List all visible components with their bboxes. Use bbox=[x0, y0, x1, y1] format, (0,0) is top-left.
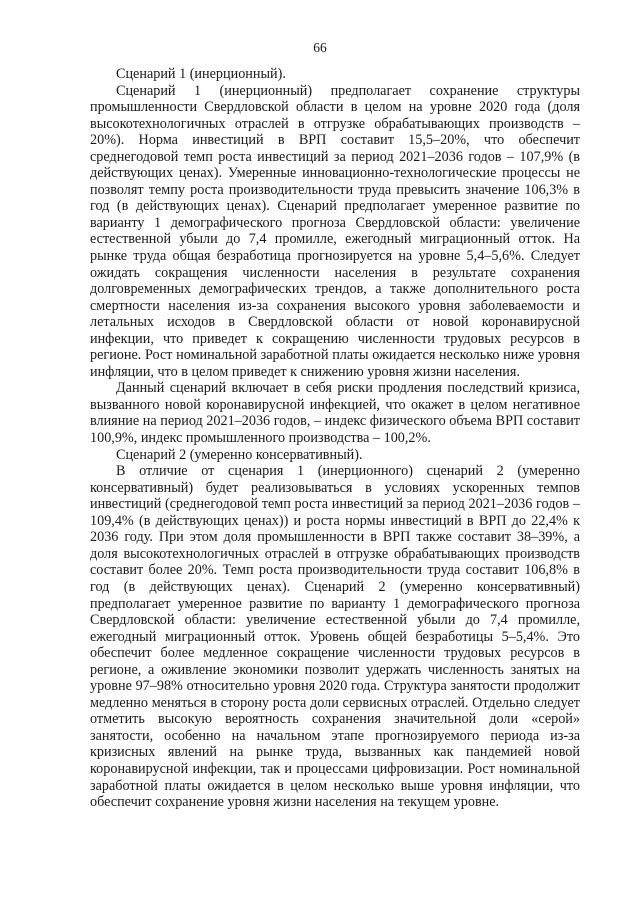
scenario-1-description: Сценарий 1 (инерционный) предполагает сохранение структуры промышленности Свердловской области в целом на уровне 2020 года (доля высокотехнологичных отраслей в отгрузке обрабатывающих производств – 20%). Норма инвестиций в ВРП составит 15,5–20%, что обеспечит среднегодовой темп роста инвестиций за период 2021–2036 годов – 107,9% (в действующих ценах). Умеренные инновационно-технологические процессы не позволят темпу роста производительности труда превысить значение 106,3% в год (в действующих ценах). Сценарий предполагает умеренное развитие по варианту 1 демографического прогноза Свердловской области: увеличение естественной убыли до 7,4 промилле, ежегодный миграционный отток. На рынке труда общая безработица прогнозируется на уровне 5,4–5,6%. Следует ожидать сокращения численности населения в результате сохранения долговременных демографических трендов, а также дополнительного роста смертности населения из-за сохранения высокого уровня заболеваемости и летальных исходов в Свердловской области от новой коронавирусной инфекции, что приведет к сокращению численности трудовых ресурсов в регионе. Рост номинальной заработной платы ожидается несколько ниже уровня инфляции, что в целом приведет к снижению уровня жизни населения. bbox=[90, 82, 580, 380]
page-number: 66 bbox=[313, 40, 327, 55]
body-text bbox=[90, 66, 580, 811]
scenario-2-heading: Сценарий 2 (умеренно консервативный). bbox=[116, 446, 363, 463]
scenario-2-description: В отличие от сценария 1 (инерционного) сценарий 2 (умеренно консервативный) будет реализовываться в условиях ускоренных темпов инвестиций (среднегодовой темп роста инвестиций за период 2021–2036 годов – 109,4% (в действующих ценах)) и роста нормы инвестиций в ВРП до 22,4% к 2036 году. При этом доля промышленности в ВРП также составит 38–39%, а доля высокотехнологичных отраслей в отгрузке обрабатывающих производств составит более 20%. Темп роста производительности труда составит 106,8% в год (в действующих ценах). Сценарий 2 (умеренно консервативный) предполагает умеренное развитие по варианту 1 демографического прогноза Свердловской области: увеличение естественной убыли до 7,4 промилле, ежегодный миграционный отток. Уровень общей безработицы 5–5,4%. Это обеспечит более медленное сокращение численности трудовых ресурсов в регионе, а оживление экономики позволит удержать численность занятых на уровне 97–98% относительно уровня 2020 года. Структура занятости продолжит медленно меняться в сторону роста доли сервисных отраслей. Отдельно следует отметить высокую вероятность сохранения значительной доли «серой» занятости, особенно на начальном этапе прогнозируемого периода из-за кризисных явлений на рынке труда, вызванных как пандемией новой коронавирусной инфекции, так и процессами цифровизации. Рост номинальной заработной платы ожидается в целом несколько выше уровня инфляции, что обеспечит сохранение уровня жизни населения на текущем уровне. bbox=[90, 463, 580, 811]
scenario-1-heading: Сценарий 1 (инерционный). bbox=[116, 66, 286, 82]
scenario-1-risks: Данный сценарий включает в себя риски продления последствий кризиса, вызванного новой коронавирусной инфекцией, что окажет в целом негативное влияние на период 2021–2036 годов, – индекс физического объема ВРП составит 100,9%, индекс промышленного производства – 100,2%. bbox=[90, 380, 580, 447]
